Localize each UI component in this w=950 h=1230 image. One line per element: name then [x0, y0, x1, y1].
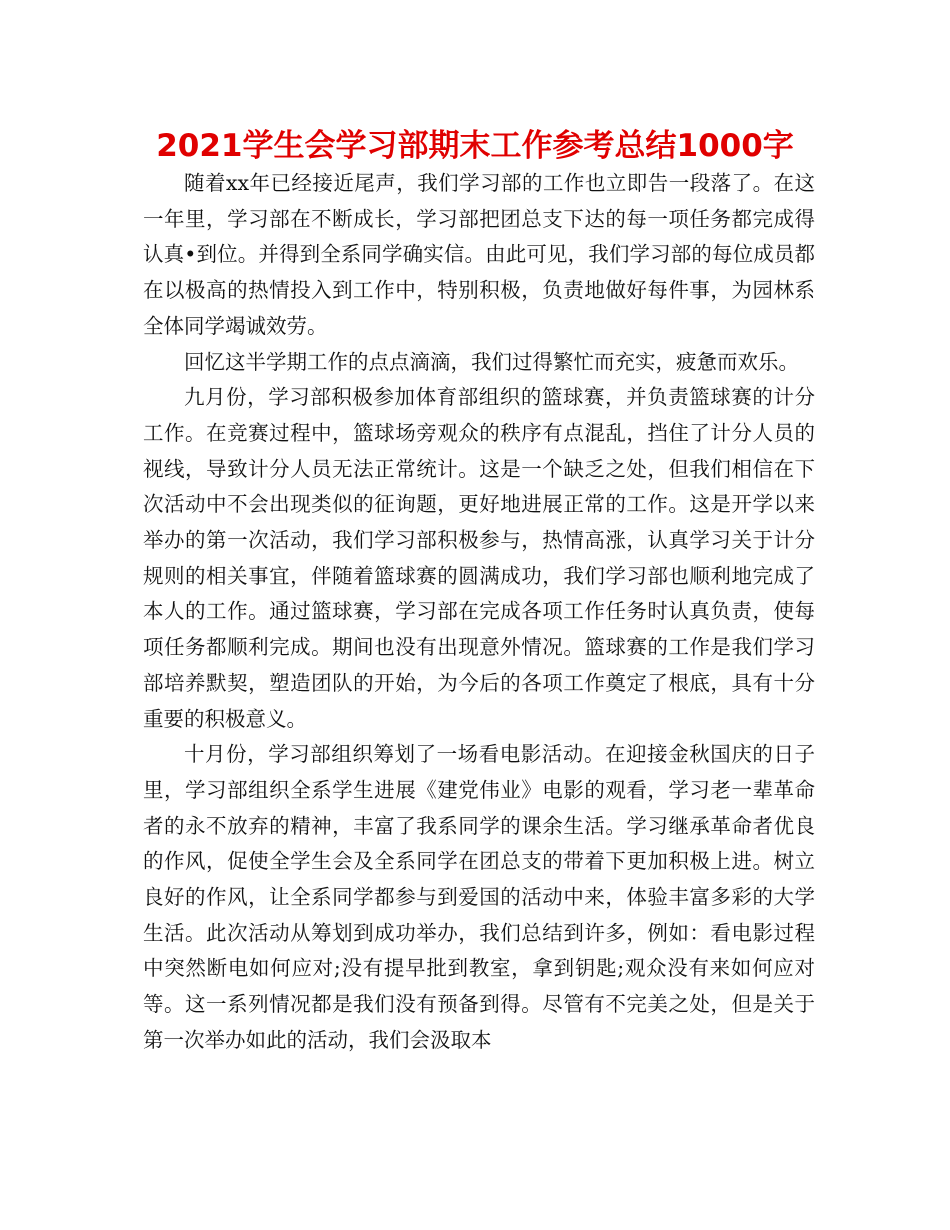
document-title: 2021学生会学习部期末工作参考总结1000字 — [156, 128, 794, 164]
paragraph: 九月份，学习部积极参加体育部组织的篮球赛，并负责篮球赛的计分工作。在竞赛过程中，篮球场旁观众的秩序有点混乱，挡住了计分人员的视线，导致计分人员无法正常统计。这是一个缺乏之处，但我们相信在下次活动中不会出现类似的征询题，更好地进展正常的工作。这是开学以来举办的第一次活动，我们学习部积极参与，热情高涨，认真学习关于计分规则的相关事宜，伴随着篮球赛的圆满成功，我们学习部也顺利地完成了本人的工作。通过篮球赛，学习部在完成各项工作任务时认真负责，使每项任务都顺利完成。期间也没有出现意外情况。篮球赛的工作是我们学习部培养默契，塑造团队的开始，为今后的各项工作奠定了根底，具有十分重要的积极意义。 — [143, 385, 815, 731]
document-body — [143, 166, 815, 1059]
paragraph: 回忆这半学期工作的点点滴滴，我们过得繁忙而充实，疲惫而欢乐。 — [184, 349, 799, 374]
paragraph: 十月份，学习部组织筹划了一场看电影活动。在迎接金秋国庆的日子里，学习部组织全系学生进展《建党伟业》电影的观看，学习老一辈革命者的永不放弃的精神，丰富了我系同学的课余生活。学习继承革命者优良的作风，促使全学生会及全系同学在团总支的带着下更加积极上进。树立良好的作风，让全系同学都参与到爱国的活动中来，体验丰富多彩的大学生活。此次活动从筹划到成功举办，我们总结到许多，例如：看电影过程中突然断电如何应对;没有提早批到教室，拿到钥匙;观众没有来如何应对等。这一系列情况都是我们没有预备到得。尽管有不完美之处，但是关于第一次举办如此的活动，我们会汲取本 — [143, 742, 815, 1052]
paragraph: 随着xx年已经接近尾声，我们学习部的工作也立即告一段落了。在这一年里，学习部在不断成长，学习部把团总支下达的每一项任务都完成得认真•到位。并得到全系同学确实信。由此可见，我们学习部的每位成员都在以极高的热情投入到工作中，特别积极，负责地做好每件事，为园林系全体同学竭诚效劳。 — [143, 171, 815, 338]
